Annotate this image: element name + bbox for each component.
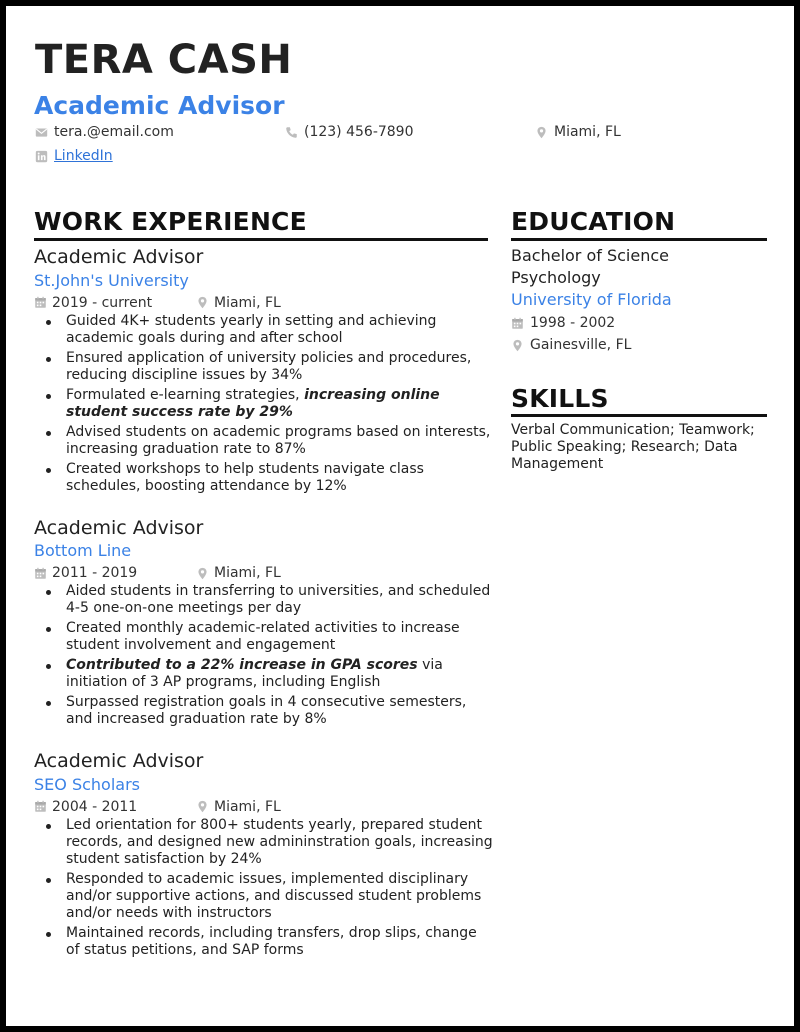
education-school: University of Florida [511, 290, 672, 309]
work-divider [34, 238, 488, 241]
bullet-emphasis: Contributed to a 22% increase in GPA scores [66, 657, 418, 674]
map-pin-icon [511, 339, 524, 352]
bullet-emphasis: increasing online student success rate by 29% [66, 386, 440, 420]
job-dates [34, 565, 196, 581]
education-divider [511, 238, 767, 241]
calendar-icon [34, 800, 47, 813]
bullet-text: Surpassed registration goals in 4 consecutive semesters, and increased graduation rate by 8% [66, 694, 467, 728]
contact-phone [285, 124, 414, 140]
bullet-text: Formulated e-learning strategies, [66, 386, 305, 403]
company-name: Bottom Line [34, 541, 132, 561]
job-meta [34, 295, 494, 311]
bullet-item [66, 583, 494, 617]
job-dates-text: 2011 - 2019 [52, 565, 138, 582]
bullet-text: Created monthly academic-related activities to increase student involvement and engagement [66, 620, 460, 654]
bullet-item [66, 925, 494, 959]
phone-icon [285, 126, 298, 139]
job-dates-text: 2004 - 2011 [52, 798, 138, 815]
candidate-name: TERA CASH [35, 37, 293, 83]
bullet-item [66, 817, 494, 868]
job-entry [34, 750, 494, 959]
job-dates [34, 295, 196, 311]
job-location-text: Miami, FL [214, 565, 281, 582]
contact-location [535, 124, 621, 140]
linkedin-icon [35, 150, 48, 163]
education-location [511, 335, 773, 355]
job-location [196, 295, 281, 311]
calendar-icon [34, 296, 47, 309]
bullet-item [66, 313, 494, 347]
job-location [196, 799, 281, 815]
contact-email [35, 124, 174, 140]
bullet-text: Advised students on academic programs based on interests, increasing graduation rate to 87% [66, 423, 491, 457]
phone-text: (123) 456-7890 [304, 124, 414, 140]
skills-list: Verbal Communication; Teamwork; Public Speaking; Research; Data Management [511, 422, 755, 472]
job-meta [34, 565, 494, 581]
bullet-item [66, 424, 494, 458]
linkedin-link[interactable]: LinkedIn [54, 148, 113, 164]
job-dates-text: 2019 - current [52, 294, 153, 311]
map-pin-icon [196, 296, 209, 309]
company-name: St.John's University [34, 270, 189, 290]
bullet-item [66, 620, 494, 654]
bullet-item [66, 694, 494, 728]
job-title: Academic Advisor [34, 750, 204, 773]
bullet-item [66, 350, 494, 384]
bullet-text: Guided 4K+ students yearly in setting and achieving academic goals during and after school [66, 312, 437, 346]
education-degree: Bachelor of Science [511, 246, 669, 265]
bullet-item [66, 387, 494, 421]
bullet-text: Aided students in transferring to universities, and scheduled 4-5 one-on-one meetings per day [66, 583, 491, 617]
work-experience-heading: WORK EXPERIENCE [34, 207, 307, 236]
location-text: Miami, FL [554, 124, 621, 140]
education-location-text: Gainesville, FL [530, 337, 632, 353]
bullet-text: Responded to academic issues, implemented disciplinary and/or supportive actions, and discussed student problems and/or needs with instructors [66, 870, 482, 921]
job-title: Academic Advisor [34, 246, 204, 268]
skills-section [511, 422, 773, 473]
skills-heading: SKILLS [511, 384, 609, 413]
map-pin-icon [196, 567, 209, 580]
candidate-title: Academic Advisor [34, 91, 285, 120]
education-dates [511, 313, 773, 333]
job-dates [34, 799, 196, 815]
bullet-text: Maintained records, including transfers, drop slips, change of status petitions, and SAP forms [66, 924, 477, 958]
bullet-item [66, 871, 494, 922]
job-entry [34, 517, 494, 729]
job-bullets [34, 583, 494, 728]
job-title: Academic Advisor [34, 516, 204, 539]
job-location [196, 565, 281, 581]
calendar-icon [34, 567, 47, 580]
education-field: Psychology [511, 268, 601, 287]
education-dates-text: 1998 - 2002 [530, 315, 616, 331]
email-text: tera.@email.com [54, 124, 174, 140]
work-experience-section [34, 246, 494, 981]
education-heading: EDUCATION [511, 207, 676, 236]
bullet-text: Ensured application of university policies and procedures, reducing discipline issues by 34% [66, 349, 472, 383]
calendar-icon [511, 317, 524, 330]
map-pin-icon [535, 126, 548, 139]
company-name: SEO Scholars [34, 774, 140, 794]
education-section [511, 245, 773, 355]
map-pin-icon [196, 800, 209, 813]
job-entry [34, 246, 494, 495]
bullet-text: Led orientation for 800+ students yearly, prepared student records, and designed new admininstration goals, increasing student satisfaction by 24% [66, 816, 493, 867]
envelope-icon [35, 126, 48, 139]
bullet-text-tail: via initiation of 3 AP programs, including English [66, 657, 443, 691]
job-bullets [34, 313, 494, 495]
bullet-text: Created workshops to help students navigate class schedules, boosting attendance by 12% [66, 460, 424, 494]
job-bullets [34, 817, 494, 959]
bullet-item [66, 657, 494, 691]
job-location-text: Miami, FL [214, 294, 281, 311]
job-meta [34, 799, 494, 815]
job-location-text: Miami, FL [214, 798, 281, 815]
skills-divider [511, 414, 767, 417]
bullet-item [66, 461, 494, 495]
contact-linkedin [35, 148, 113, 164]
